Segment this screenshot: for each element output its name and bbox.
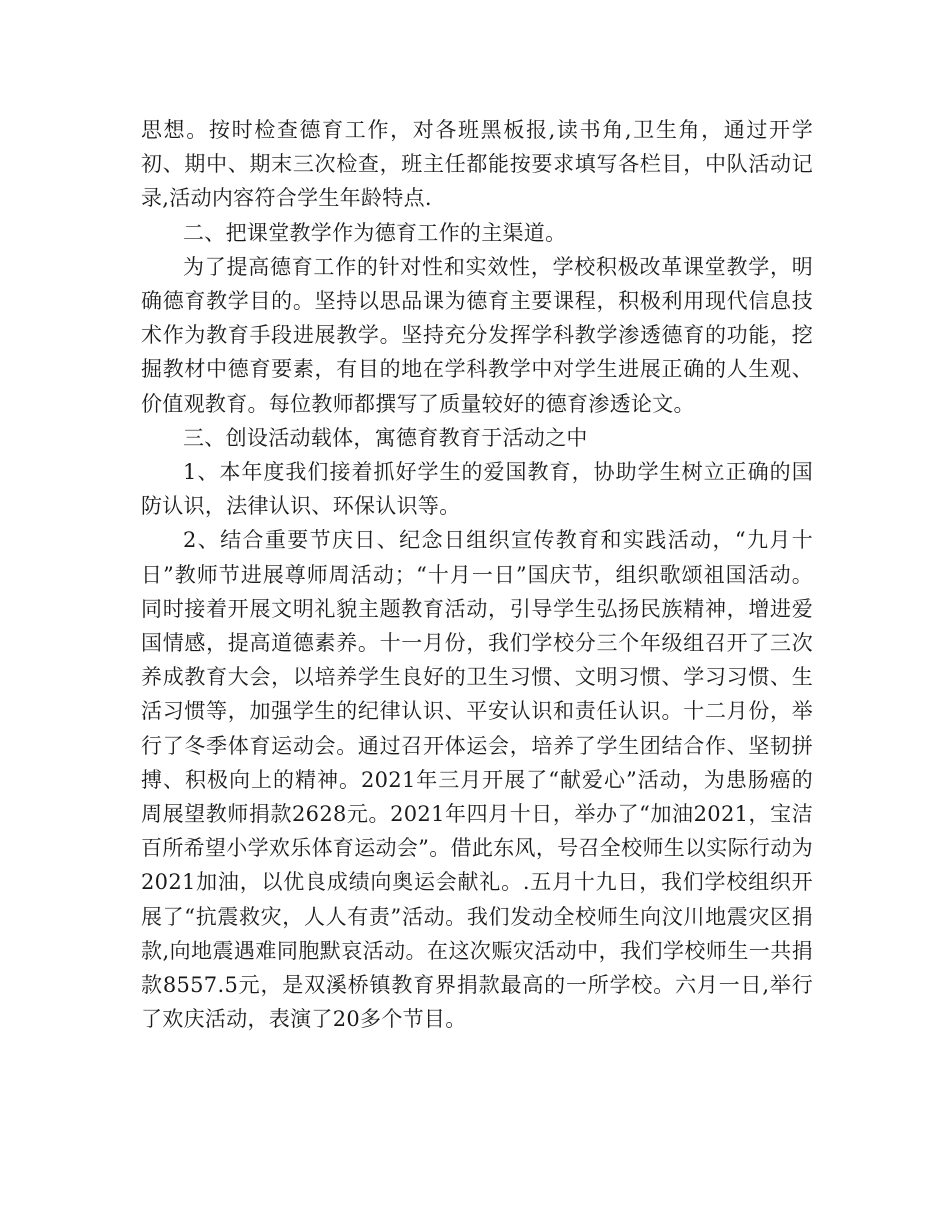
document-page bbox=[141, 113, 813, 1036]
section-heading-activities: 三、创设活动载体，寓德育教育于活动之中 bbox=[183, 425, 588, 450]
paragraph-classroom-teaching: 为了提高德育工作的针对性和实效性，学校积极改革课堂教学，明确德育教学目的。坚持以思品课为德育主要课程，积极利用现代信息技术作为教育手段进展教学。坚持充分发挥学科教学渗透德育的功能，挖掘教材中德育要素，有目的地在学科教学中对学生进展正确的人生观、价值观教育。每位教师都撰写了质量较好的德育渗透论文。 bbox=[141, 254, 813, 416]
paragraph-item-2: 2、结合重要节庆日、纪念日组织宣传教育和实践活动，“九月十日”教师节进展尊师周活动；“十月一日”国庆节，组织歌颂祖国活动。同时接着开展文明礼貌主题教育活动，引导学生弘扬民族精神，增进爱国情感，提高道德素养。十一月份，我们学校分三个年级组召开了三次养成教育大会，以培养学生良好的卫生习惯、文明习惯、学习习惯、生活习惯等，加强学生的纪律认识、平安认识和责任认识。十二月份，举行了冬季体育运动会。通过召开体运会，培养了学生团结合作、坚韧拼搏、积极向上的精神。2021年三月开展了“献爱心”活动，为患肠癌的周展望教师捐款2628元。2021年四月十日，举办了“加油2021，宝洁百所希望小学欢乐体育运动会”。借此东风，号召全校师生以实际行动为2021加油，以优良成绩向奥运会献礼。.五月十九日，我们学校组织开展了“抗震救灾，人人有责”活动。我们发动全校师生向汶川地震灾区捐款,向地震遇难同胞默哀活动。在这次赈灾活动中，我们学校师生一共捐款8557.5元，是双溪桥镇教育界捐款最高的一所学校。六月一日,举行了欢庆活动，表演了20多个节目。 bbox=[141, 528, 813, 1032]
section-heading-classroom: 二、把课堂教学作为德育工作的主渠道。 bbox=[183, 220, 567, 245]
paragraph-item-1: 1、本年度我们接着抓好学生的爱国教育，协助学生树立正确的国防认识，法律认识、环保认识等。 bbox=[141, 460, 813, 519]
paragraph-continuation: 思想。按时检查德育工作，对各班黑板报,读书角,卫生角，通过开学初、期中、期末三次检查，班主任都能按要求填写各栏目，中队活动记录,活动内容符合学生年龄特点. bbox=[141, 118, 813, 211]
